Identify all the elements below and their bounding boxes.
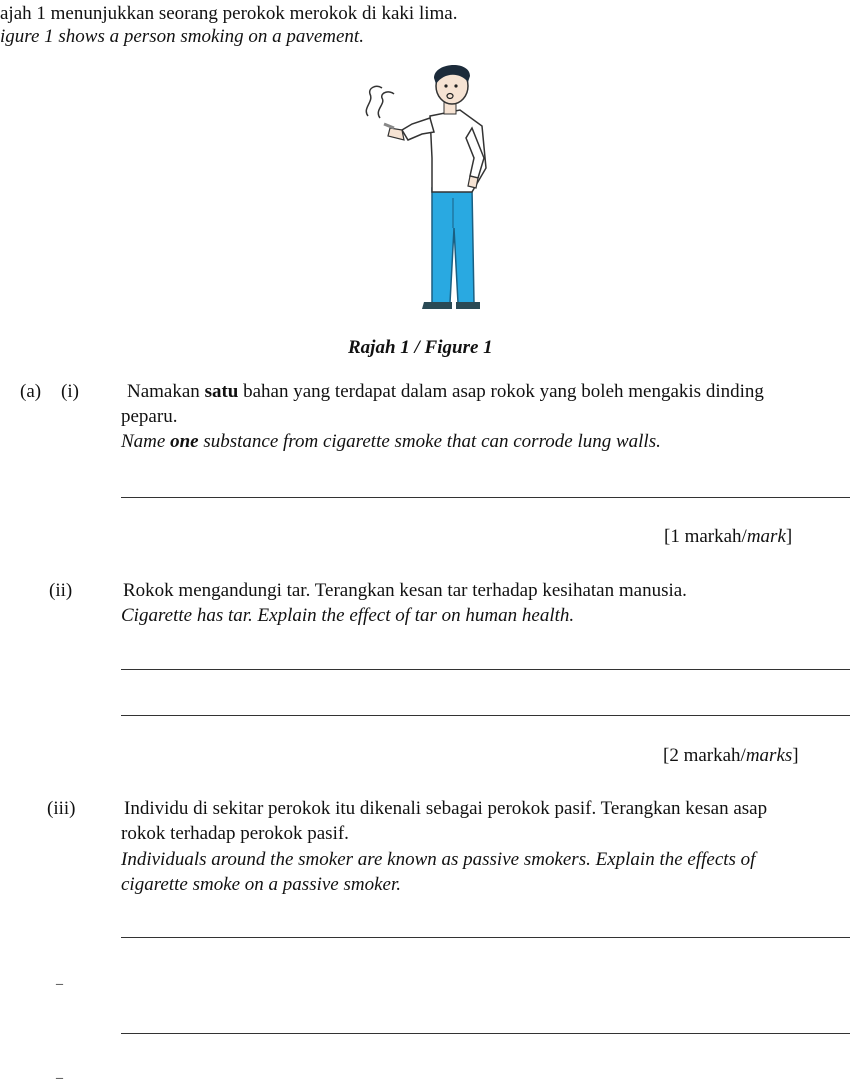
intro-english: igure 1 shows a person smoking on a pavement. (0, 26, 364, 47)
q3-number: (iii) (47, 798, 76, 819)
q2-number: (ii) (49, 580, 73, 601)
q1-answer-line[interactable] (121, 497, 850, 498)
smoke-icon (366, 86, 382, 116)
intro-malay: ajah 1 menunjukkan seorang perokok merokok di kaki lima. (0, 3, 458, 24)
stray-mark: _ (56, 972, 63, 987)
q2-marks: [2 markah/marks] (663, 745, 799, 766)
q1-malay: Namakan satu bahan yang terdapat dalam asap rokok yang boleh mengakis dinding (127, 381, 764, 402)
figure-caption: Rajah 1 / Figure 1 (348, 337, 493, 358)
q2-english: Cigarette has tar. Explain the effect of tar on human health. (121, 605, 575, 626)
part-a-label: (a) (20, 381, 42, 402)
q1-number: (i) (61, 381, 79, 402)
q1-english: Name one substance from cigarette smoke that can corrode lung walls. (121, 431, 661, 452)
q2-malay: Rokok mengandungi tar. Terangkan kesan tar terhadap kesihatan manusia. (123, 580, 687, 601)
smoker-illustration (360, 58, 500, 313)
q3-malay-line2: rokok terhadap perokok pasif. (121, 823, 349, 844)
q3-answer-line-1[interactable] (121, 937, 850, 938)
q3-english-line2: cigarette smoke on a passive smoker. (121, 874, 402, 895)
q1-malay-line2: peparu. (121, 406, 178, 427)
q2-answer-line-2[interactable] (121, 715, 850, 716)
stray-mark: _ (56, 1066, 63, 1081)
q1-marks: [1 markah/mark] (664, 526, 793, 547)
q2-answer-line-1[interactable] (121, 669, 850, 670)
q3-answer-line-2[interactable] (121, 1033, 850, 1034)
q3-malay-line1: Individu di sekitar perokok itu dikenali sebagai perokok pasif. Terangkan kesan asap (124, 798, 768, 819)
q3-english-line1: Individuals around the smoker are known as passive smokers. Explain the effects of (121, 849, 756, 870)
